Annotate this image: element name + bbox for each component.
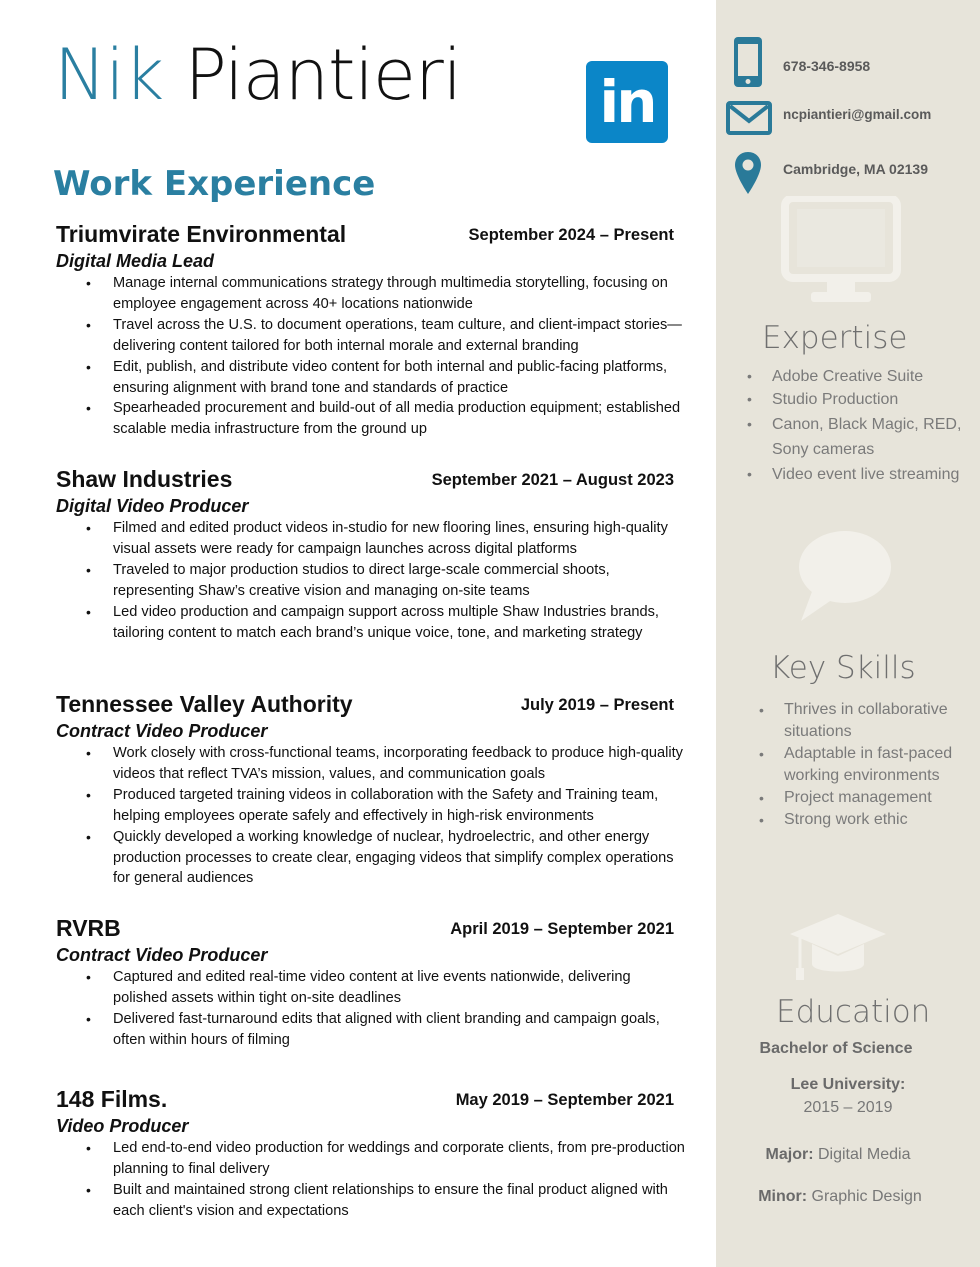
bullet-item: • Manage internal communications strategy through multimedia storytelling, focusing on employee engagement across 40+ locations nationwide	[113, 273, 686, 315]
skill-item: • Adaptable in fast-paced working environments	[784, 743, 954, 787]
job-role: Contract Video Producer	[56, 721, 268, 741]
location-pin-icon	[733, 150, 763, 196]
bullet-item: • Filmed and edited product videos in-studio for new flooring lines, ensuring high-quality visual assets were ready for campaign launches across digital platforms	[113, 518, 686, 560]
major-label: Major:	[765, 1146, 814, 1163]
bullet-item: • Led end-to-end video production for weddings and corporate clients, from pre-production planning to final delivery	[113, 1138, 686, 1180]
email-address[interactable]: ncpiantieri@gmail.com	[783, 107, 932, 122]
company-name: Shaw Industries	[56, 466, 233, 492]
minor-value: Graphic Design	[811, 1188, 922, 1205]
bullet-item: • Delivered fast-turnaround edits that aligned with client branding and campaign goals, often within hours of filming	[113, 1009, 686, 1051]
bullet-item: • Quickly developed a working knowledge of nuclear, hydroelectric, and other energy production processes to create clear, engaging videos that simplify complex operations for general audiences	[113, 827, 686, 890]
job-dates: July 2019 – Present	[520, 696, 674, 714]
job-entry	[56, 691, 686, 889]
job-dates: September 2024 – Present	[468, 226, 674, 244]
expertise-item: • Video event live streaming	[772, 462, 972, 487]
expertise-item: • Adobe Creative Suite	[772, 364, 972, 389]
speech-bubble-icon	[793, 527, 893, 623]
major	[706, 1146, 970, 1164]
expertise-item: • Canon, Black Magic, RED, Sony cameras	[772, 412, 972, 462]
minor	[708, 1188, 972, 1206]
job-entry	[56, 915, 686, 1051]
company-name: 148 Films.	[56, 1086, 168, 1112]
phone-icon	[732, 35, 764, 89]
bullet-item: • Edit, publish, and distribute video content for both internal and public-facing platforms, ensuring alignment with brand tone and standards of practice	[113, 357, 686, 399]
job-bullets	[56, 967, 686, 1051]
company-name: Tennessee Valley Authority	[56, 691, 353, 717]
job-bullets	[56, 1138, 686, 1222]
linkedin-label: in	[599, 68, 655, 136]
skill-item: • Thrives in collaborative situations	[784, 699, 954, 743]
phone-number[interactable]: 678-346-8958	[783, 58, 871, 74]
job-bullets	[56, 518, 686, 643]
job-role: Contract Video Producer	[56, 945, 268, 965]
job-dates: September 2021 – August 2023	[431, 471, 674, 489]
job-bullets	[56, 273, 686, 440]
bullet-item: • Work closely with cross-functional teams, incorporating feedback to produce high-quality videos that reflect TVA’s mission, values, and communication goals	[113, 743, 686, 785]
education-heading: Education	[776, 994, 931, 1030]
job-bullets	[56, 743, 686, 889]
minor-label: Minor:	[758, 1188, 808, 1205]
job-role: Digital Media Lead	[56, 251, 215, 271]
candidate-name	[54, 34, 462, 116]
degree	[704, 1040, 968, 1058]
bullet-item: • Captured and edited real-time video content at live events nationwide, delivering polished assets within tight on-site deadlines	[113, 967, 686, 1009]
linkedin-icon[interactable]	[586, 61, 668, 143]
bullet-item: • Built and maintained strong client relationships to ensure the final product aligned with each client's vision and expectations	[113, 1180, 686, 1222]
job-entry	[56, 1086, 686, 1222]
major-value: Digital Media	[817, 1146, 911, 1163]
job-dates: May 2019 – September 2021	[455, 1091, 674, 1109]
work-experience-heading: Work Experience	[53, 164, 376, 204]
bullet-item: • Led video production and campaign support across multiple Shaw Industries brands, tailoring content to match each brand’s unique voice, tone, and marketing strategy	[113, 602, 686, 644]
location-text: Cambridge, MA 02139	[783, 161, 928, 177]
school-years: 2015 – 2019	[803, 1099, 893, 1116]
bullet-item: • Traveled to major production studios to direct large-scale commercial shoots, representing Shaw’s creative vision and managing on-site teams	[113, 560, 686, 602]
expertise-heading: Expertise	[762, 320, 908, 356]
expertise-item: • Studio Production	[772, 387, 972, 412]
degree-text: Bachelor of Science	[759, 1040, 913, 1057]
job-role: Video Producer	[56, 1116, 189, 1136]
graduation-cap-icon	[788, 912, 888, 984]
company-name: RVRB	[56, 915, 121, 941]
bullet-item: • Spearheaded procurement and build-out of all media production equipment; established scalable media infrastructure from the ground up	[113, 398, 686, 440]
key-skills-list	[784, 699, 954, 831]
company-name: Triumvirate Environmental	[56, 221, 347, 247]
mail-icon	[726, 101, 772, 135]
skill-item: • Project management	[784, 787, 954, 809]
job-entry	[56, 466, 686, 643]
monitor-icon	[781, 196, 901, 306]
school-text: Lee University:	[790, 1076, 906, 1093]
bullet-item: • Produced targeted training videos in collaboration with the Safety and Training team, helping employees operate safely and effectively in high-risk environments	[113, 785, 686, 827]
key-skills-heading: Key Skills	[770, 650, 916, 686]
skill-item: • Strong work ethic	[784, 809, 954, 831]
expertise-list	[772, 364, 972, 487]
last-name: Piantieri	[184, 34, 462, 116]
job-dates: April 2019 – September 2021	[450, 920, 674, 938]
bullet-item: • Travel across the U.S. to document operations, team culture, and client-impact stories—delivering content tailored for both internal morale and external branding	[113, 315, 686, 357]
school-name	[716, 1076, 980, 1094]
job-entry	[56, 221, 686, 440]
job-role: Digital Video Producer	[56, 496, 249, 516]
first-name: Nik	[54, 34, 164, 116]
